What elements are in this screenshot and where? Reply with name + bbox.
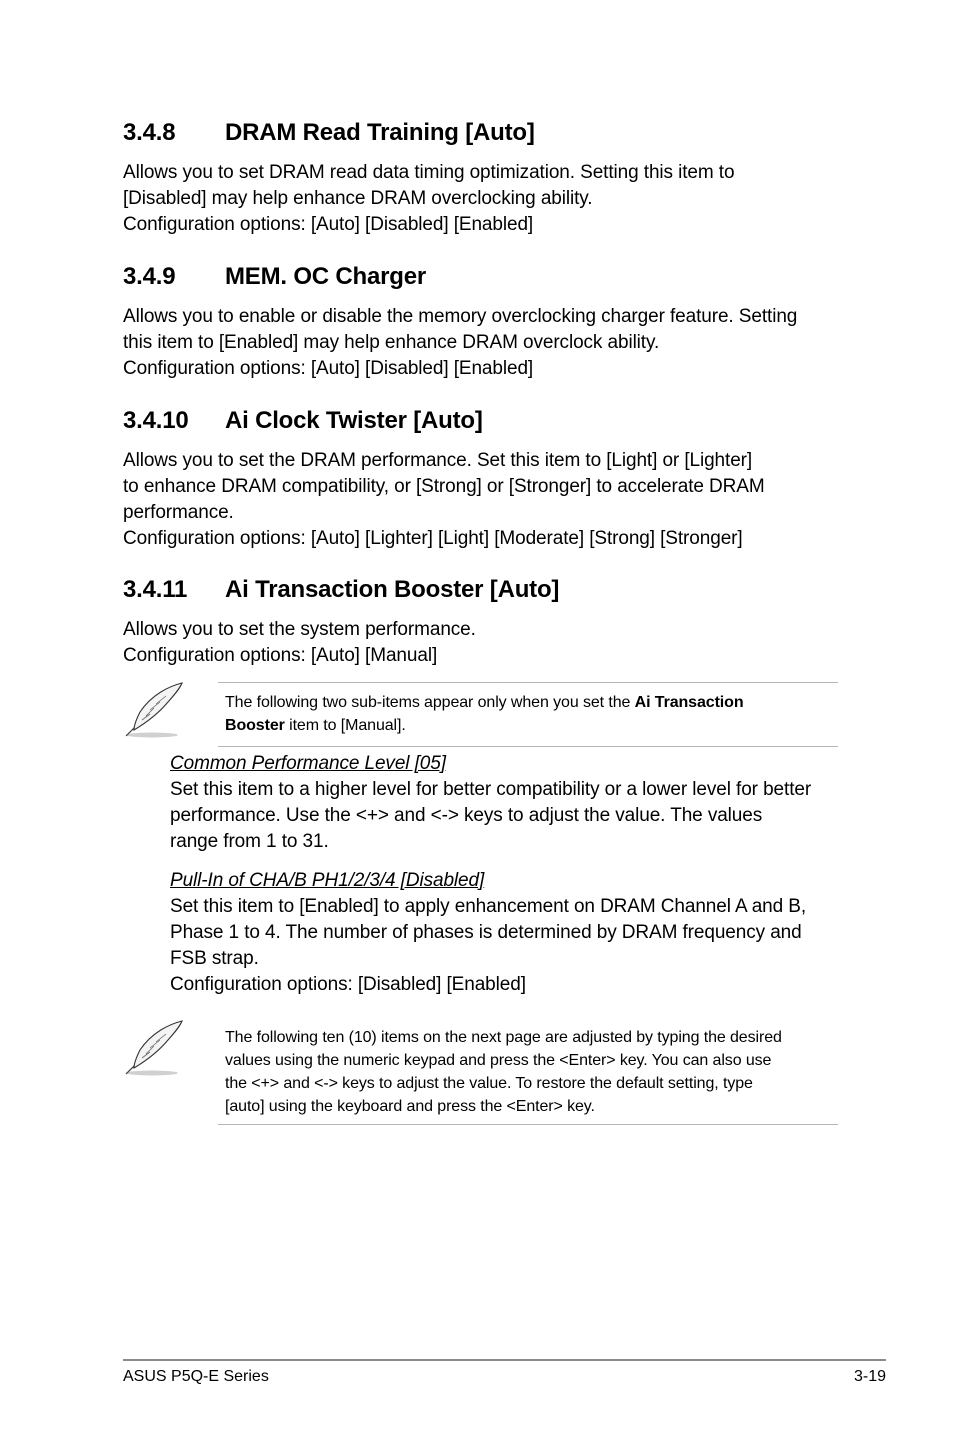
section-title: DRAM Read Training [Auto] [225,119,535,146]
body-line: Allows you to enable or disable the memory overclocking charger feature. Setting [123,306,798,327]
note-bold-text: Booster [225,717,285,734]
section-title: Ai Clock Twister [Auto] [225,407,483,434]
note-line: [auto] using the keyboard and press the <Enter> key. [225,1098,595,1115]
body-line: Configuration options: [Auto] [Disabled] [Enabled] [123,358,534,379]
section-number: 3.4.9 [123,263,176,290]
section-heading [123,263,838,291]
section-number: 3.4.8 [123,119,176,146]
feather-pen-icon [122,680,186,740]
subitem-title: Common Performance Level [05] [170,753,446,774]
note-line: values using the numeric keypad and press the <Enter> key. You can also use [225,1052,772,1069]
section-body [123,617,838,669]
note-line: the <+> and <-> keys to adjust the value. To restore the default setting, type [225,1075,753,1092]
subitem-line: Phase 1 to 4. The number of phases is determined by DRAM frequency and [170,922,802,943]
body-line: performance. [123,502,234,523]
note-text: The following two sub-items appear only when you set the [225,694,635,711]
note-bold-text: Ai Transaction [634,694,744,711]
body-line: Configuration options: [Auto] [Disabled] [Enabled] [123,214,534,235]
section-heading [123,119,838,147]
subitem-title: Pull-In of CHA/B PH1/2/3/4 [Disabled] [170,870,485,891]
subitem-line: Configuration options: [Disabled] [Enabled] [170,974,526,995]
subitem-common-performance-level [170,751,838,855]
note-line [225,714,838,737]
section-body [123,448,838,552]
footer-title: ASUS P5Q-E Series [123,1368,269,1385]
section-number: 3.4.10 [123,407,189,434]
body-line: this item to [Enabled] may help enhance DRAM overclock ability. [123,332,660,353]
body-line: to enhance DRAM compatibility, or [Strong] or [Stronger] to accelerate DRAM [123,476,765,497]
body-line: [Disabled] may help enhance DRAM overclocking ability. [123,188,593,209]
note-line [225,691,838,714]
subitem-pull-in [170,868,838,998]
subitem-line: Set this item to a higher level for better compatibility or a lower level for better [170,779,812,800]
section-3-4-10 [123,407,838,552]
page-number: 3-19 [853,1368,886,1385]
note-box [218,682,838,747]
footer-rule [123,1359,886,1361]
body-line: Allows you to set the system performance. [123,619,476,640]
feather-pen-icon [122,1018,186,1078]
body-line: Configuration options: [Auto] [Manual] [123,645,438,666]
section-3-4-8 [123,119,838,238]
section-heading [123,576,838,604]
section-title: MEM. OC Charger [225,263,427,290]
body-line: Configuration options: [Auto] [Lighter] [Light] [Moderate] [Strong] [Stronger] [123,528,743,549]
section-title: Ai Transaction Booster [Auto] [225,576,560,603]
subitem-line: range from 1 to 31. [170,831,329,852]
note-box [218,1014,838,1125]
subitem-line: performance. Use the <+> and <-> keys to adjust the value. The values [170,805,763,826]
section-heading [123,407,838,435]
body-line: Allows you to set DRAM read data timing optimization. Setting this item to [123,162,735,183]
note-line: The following ten (10) items on the next page are adjusted by typing the desired [225,1029,782,1046]
body-line: Allows you to set the DRAM performance. Set this item to [Light] or [Lighter] [123,450,753,471]
section-3-4-9 [123,263,838,382]
note-text: item to [Manual]. [284,717,406,734]
section-3-4-11 [123,576,838,669]
subitem-line: Set this item to [Enabled] to apply enhancement on DRAM Channel A and B, [170,896,807,917]
section-body [123,304,838,382]
section-number: 3.4.11 [123,576,188,603]
section-body [123,160,838,238]
subitem-line: FSB strap. [170,948,259,969]
